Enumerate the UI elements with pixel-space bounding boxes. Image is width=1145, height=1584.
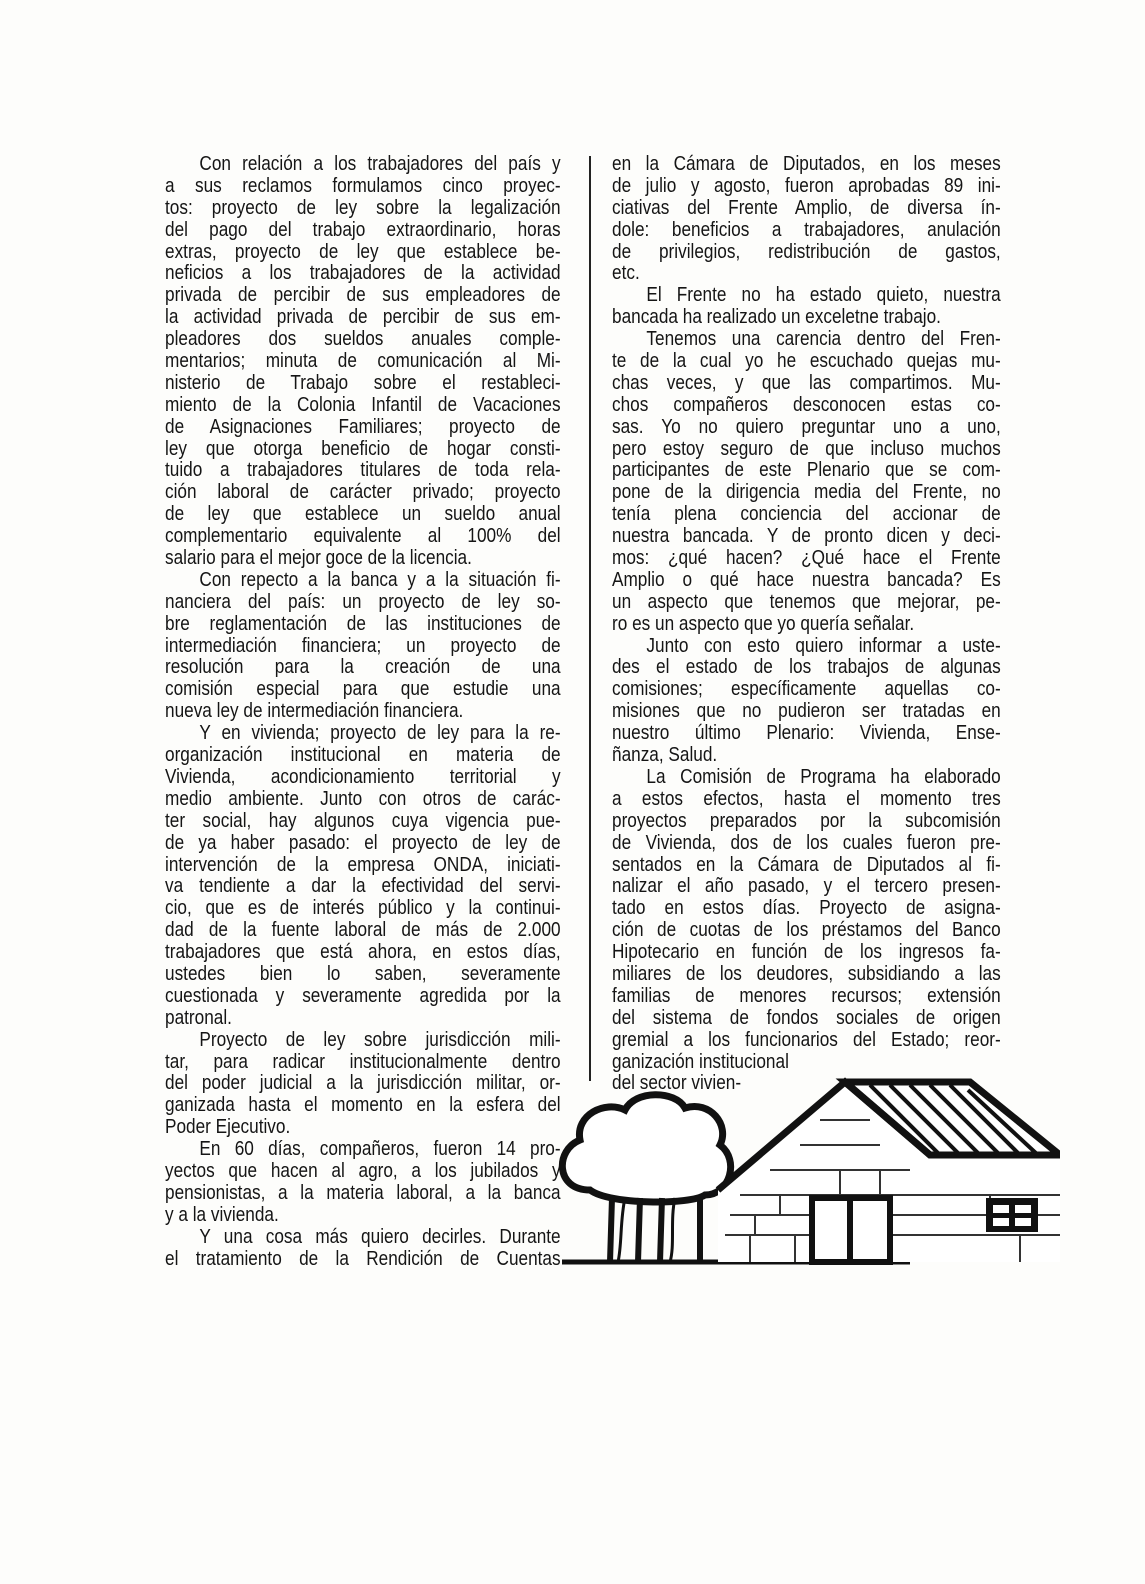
text-line: del pago del trabajo extraordinario, horas [165,218,561,241]
text-line: Hipotecario en función de los ingresos fa- [612,941,1001,964]
text-line: Proyecto de ley sobre jurisdicción mili- [199,1028,561,1051]
text-line: de ya haber pasado: el proyecto de ley de [165,831,561,854]
text-line: a sus reclamos formulamos cinco proyec- [165,174,561,197]
paragraph [165,723,561,1029]
text-line: participantes de este Plenario que se com- [612,459,1001,482]
text-line: Con relación a los trabajadores del país y [199,153,561,175]
text-line: en la Cámara de Diputados, en los meses [612,153,1001,175]
text-line: ley que otorga beneficio de hogar consti- [165,437,561,460]
text-line: de Vivienda, dos de los cuales fueron pre- [612,831,1001,854]
tree-icon [562,1095,730,1262]
column-divider [589,156,591,1081]
text-line: nuestra bancada. Y de pronto dicen y deci- [612,525,1001,548]
text-line: ganización institucional [612,1050,789,1073]
text-line: va tendiente a dar la efectividad del servi- [165,875,561,898]
text-line: comisiones; específicamente aquellas co- [612,678,1001,701]
text-line: intermediación financiera; un proyecto de [165,634,561,657]
text-line: complementario equivalente al 100% del [165,525,561,548]
paragraph [612,285,1001,329]
text-line: El Frente no ha estado quieto, nuestra [646,284,1001,307]
text-line: sas. Yo no quiero preguntar uno a uno, [612,415,1001,438]
text-line: ción laboral de carácter privado; proyecto [165,481,561,504]
paragraph [165,1030,561,1139]
house-illustration [550,1070,1060,1275]
text-line: nanciera del país: un proyecto de ley so- [165,590,561,613]
text-line: pleadores dos sueldos anuales comple- [165,328,561,351]
paragraph [165,154,561,570]
text-line: chos compañeros desconocen estas co- [612,393,1001,416]
house-icon [718,1082,1060,1262]
text-line: tenía plena conciencia del accionar de [612,503,1001,526]
text-line: privada de percibir de sus empleadores de [165,284,561,307]
text-line: etc. [612,262,640,285]
text-line: bre reglamentación de las instituciones de [165,612,561,635]
text-line: ro es un aspecto que yo quería señalar. [612,612,915,635]
text-line: de julio y agosto, fueron aprobadas 89 ini- [612,174,1001,197]
text-line: Tenemos una carencia dentro del Fren- [646,328,1001,351]
text-line: Vivienda, acondicionamiento territorial y [165,765,561,788]
text-line: salario para el mejor goce de la licencia. [165,547,472,570]
text-line: ganizada hasta el momento en la esfera del [165,1094,561,1117]
text-line: chas veces, y que las compartimos. Mu- [612,371,1001,394]
text-line: neficios a los trabajadores de la actividad [165,262,561,285]
text-line: de ley que establece un sueldo anual [165,503,561,526]
text-line: pone de la dirigencia media del Frente, no [612,481,1001,504]
text-line: familias de menores recursos; extensión [612,984,1001,1007]
text-line: patronal. [165,1006,232,1029]
text-line: de privilegios, redistribución de gastos, [612,240,1001,263]
text-line: tuido a trabajadores titulares de toda rela- [165,459,561,482]
text-line: nuestro último Plenario: Vivienda, Ense- [612,722,1001,745]
text-line: yectos que hacen al agro, a los jubilados y [165,1159,561,1182]
text-line: Amplio o qué hace nuestra bancada? Es [612,568,1001,591]
paragraph [612,154,1001,285]
text-line: ustedes bien lo saben, severamente [165,962,561,985]
paragraph [612,767,1001,1095]
right-column [612,154,1001,1095]
text-line: miento de la Colonia Infantil de Vacaciones [165,393,561,416]
text-line: tar, para radicar institucionalmente dentro [165,1050,561,1073]
text-line: nisterio de Trabajo sobre el restableci- [165,371,561,394]
text-line: La Comisión de Programa ha elaborado [646,765,1001,788]
text-line: Y en vivienda; proyecto de ley para la re- [199,722,561,745]
text-line: tos: proyecto de ley sobre la legalización [165,196,561,219]
text-line: del sistema de fondos sociales de origen [612,1006,1001,1029]
text-line: nueva ley de intermediación financiera. [165,700,464,723]
window-icon [986,1198,1038,1232]
text-line: dole: beneficios a trabajadores, anulación [612,218,1001,241]
paragraph [612,636,1001,767]
text-line: comisión especial para que estudie una [165,678,561,701]
door-icon [812,1198,890,1262]
text-line: te de la cual yo he escuchado quejas mu- [612,350,1001,373]
paragraph [165,1227,561,1271]
text-line: dad de la fuente laboral de más de 2.000 [165,919,561,942]
text-line: resolución para la creación de una [165,656,561,679]
text-line: miliares de los deudores, subsidiando a las [612,962,1001,985]
text-line: la actividad privada de percibir de sus em- [165,306,561,329]
text-line: ter social, hay algunos cuya vigencia pue- [165,809,561,832]
left-column [165,154,561,1270]
text-line: Junto con esto quiero informar a uste- [646,634,1001,657]
text-line: Con repecto a la banca y a la situación fi- [199,568,561,591]
text-line: el tratamiento de la Rendición de Cuentas [165,1247,561,1270]
text-line: misiones que no pudieron ser tratadas en [612,700,1001,723]
text-line: Poder Ejecutivo. [165,1116,291,1139]
text-line: a estos efectos, hasta el momento tres [612,787,1001,810]
text-line: proyectos preparados por la subcomisión [612,809,1001,832]
text-line: de Asignaciones Familiares; proyecto de [165,415,561,438]
text-line: bancada ha realizado un exceletne trabajo. [612,306,941,329]
text-line: En 60 días, compañeros, fueron 14 pro- [199,1138,561,1161]
text-line: pensionistas, a la materia laboral, a la banca [165,1181,561,1204]
text-line: Y una cosa más quiero decirles. Durante [199,1225,561,1248]
text-line: y a la vivienda. [165,1203,279,1226]
text-line: trabajadores que está ahora, en estos días, [165,941,561,964]
text-line: del poder judicial a la jurisdicción militar, or- [165,1072,561,1095]
text-line: gremial a los funcionarios del Estado; reor- [612,1028,1001,1051]
text-line: mos: ¿qué hacen? ¿Qué hace el Frente [612,547,1001,570]
text-line: un aspecto que tenemos que mejorar, pe- [612,590,1001,613]
text-line: ñanza, Salud. [612,744,718,767]
text-line: tado en estos días. Proyecto de asigna- [612,897,1001,920]
text-line: del sector vivien- [612,1072,742,1095]
text-line: ción de cuotas de los préstamos del Banco [612,919,1001,942]
text-line: mentarios; minuta de comunicación al Mi- [165,350,561,373]
paragraph [165,570,561,723]
text-line: nalizar el año pasado, y el tercero presen- [612,875,1001,898]
text-line: des el estado de los trabajos de algunas [612,656,1001,679]
text-line: medio ambiente. Junto con otros de carác- [165,787,561,810]
text-line: intervención de la empresa ONDA, iniciati- [165,853,561,876]
text-line: sentados en la Cámara de Diputados al fi- [612,853,1001,876]
text-line: extras, proyecto de ley que establece be- [165,240,561,263]
text-line: pero estoy seguro de que incluso muchos [612,437,1001,460]
text-line: organización institucional en materia de [165,744,561,767]
text-line: cio, que es de interés público y la continui- [165,897,561,920]
text-line: ciativas del Frente Amplio, de diversa ín- [612,196,1001,219]
text-line: cuestionada y severamente agredida por la [165,984,561,1007]
paragraph [165,1139,561,1227]
paragraph [612,329,1001,635]
